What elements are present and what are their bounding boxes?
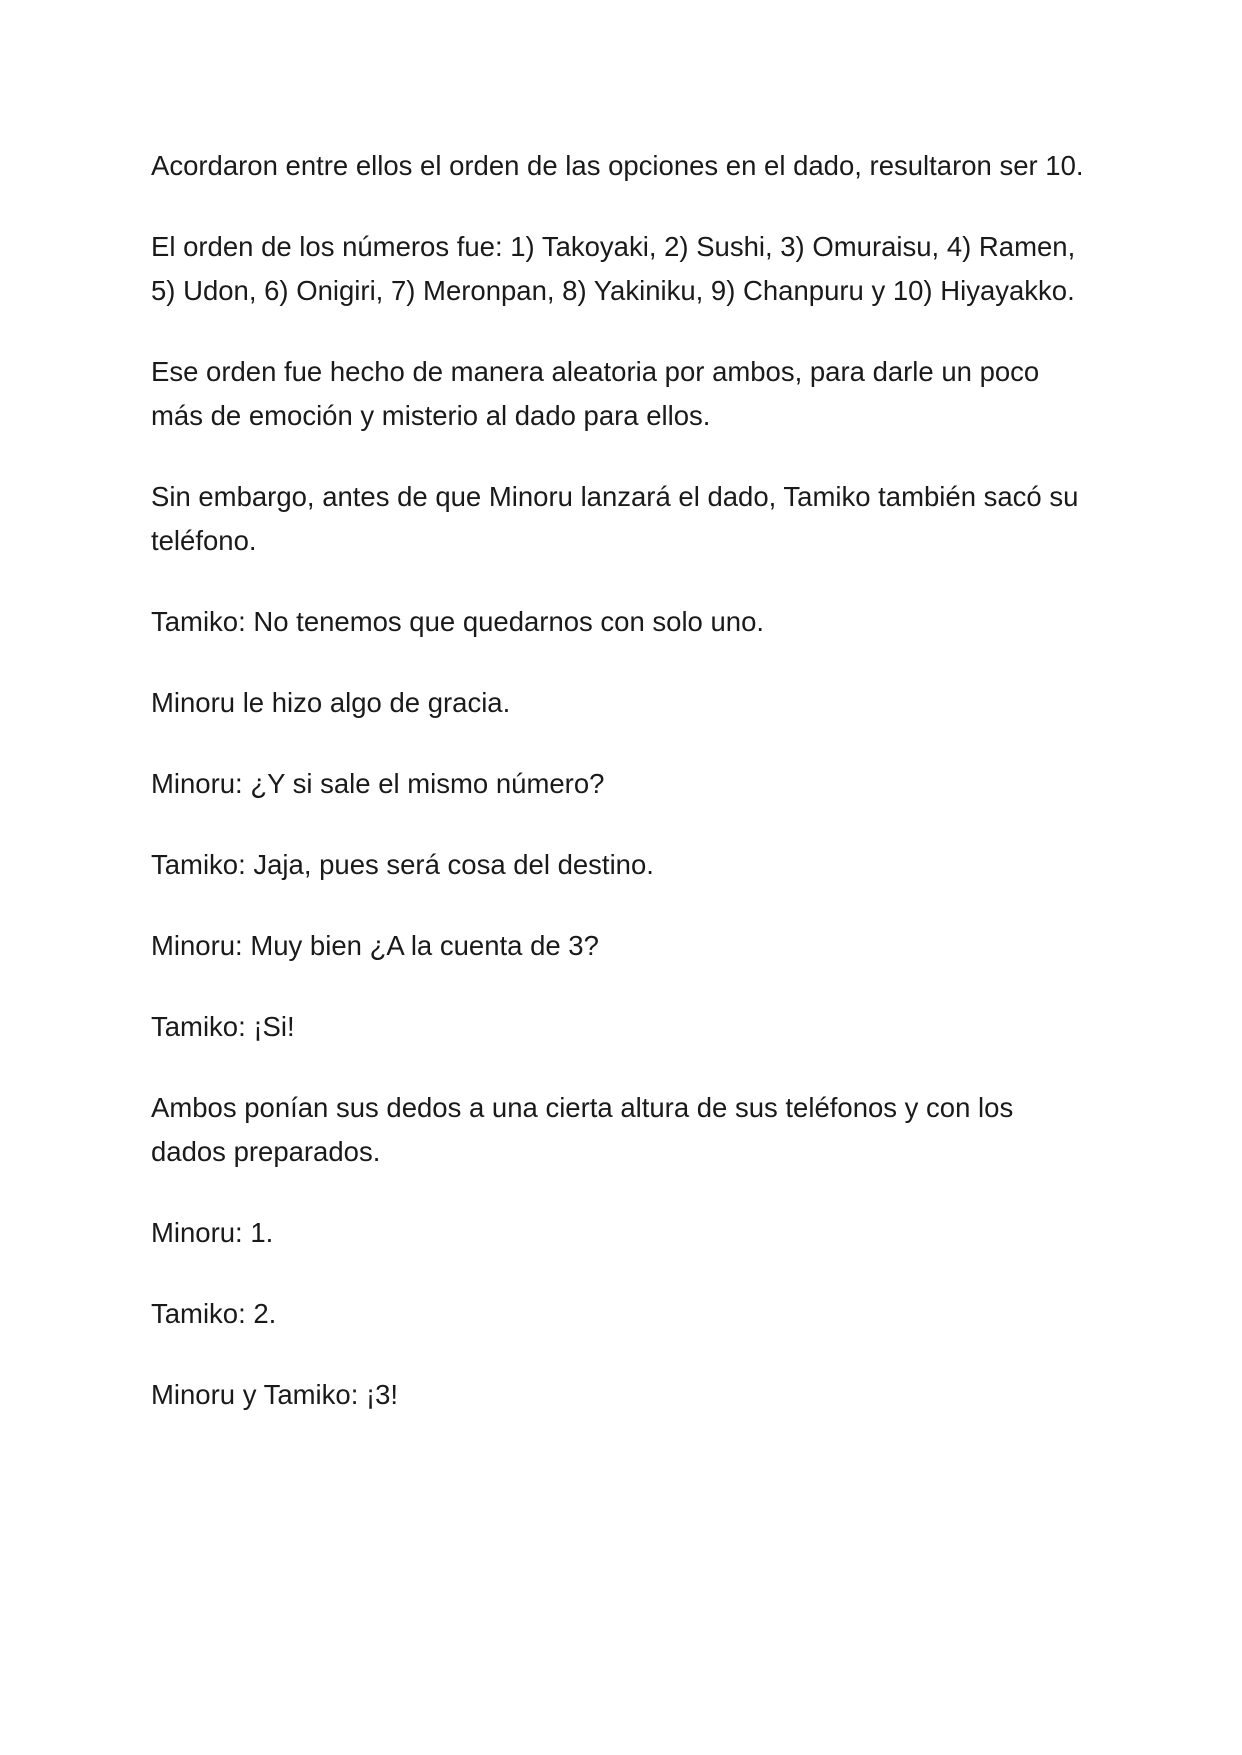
dialogue-line: Minoru: ¿Y si sale el mismo número? bbox=[151, 768, 605, 799]
dialogue-line: Minoru y Tamiko: ¡3! bbox=[151, 1379, 399, 1410]
paragraph-2: El orden de los números fue: 1) Takoyaki, 2) Sushi, 3) Omuraisu, 4) Ramen, 5) Udon, 6) Onigiri, 7) Meronpan, 8) Yakiniku, 9) Chanpuru y 10) Hiyayakko. bbox=[151, 231, 1076, 306]
paragraph-1: Acordaron entre ellos el orden de las opciones en el dado, resultaron ser 10. bbox=[151, 150, 1084, 181]
paragraph-4: Sin embargo, antes de que Minoru lanzará el dado, Tamiko también sacó su teléfono. bbox=[151, 481, 1079, 556]
dialogue-line: Tamiko: No tenemos que quedarnos con solo uno. bbox=[151, 606, 765, 637]
dialogue-line: Tamiko: ¡Si! bbox=[151, 1011, 295, 1042]
dialogue-line: Tamiko: Jaja, pues será cosa del destino. bbox=[151, 849, 654, 880]
document-body bbox=[151, 144, 1091, 1454]
dialogue-line: Tamiko: 2. bbox=[151, 1298, 277, 1329]
paragraph-narration: Minoru le hizo algo de gracia. bbox=[151, 687, 511, 718]
paragraph-3: Ese orden fue hecho de manera aleatoria por ambos, para darle un poco más de emoción y misterio al dado para ellos. bbox=[151, 356, 1040, 431]
dialogue-line: Minoru: Muy bien ¿A la cuenta de 3? bbox=[151, 930, 599, 961]
dialogue-line: Minoru: 1. bbox=[151, 1217, 274, 1248]
paragraph-narration: Ambos ponían sus dedos a una cierta altura de sus teléfonos y con los dados preparados. bbox=[151, 1092, 1014, 1167]
